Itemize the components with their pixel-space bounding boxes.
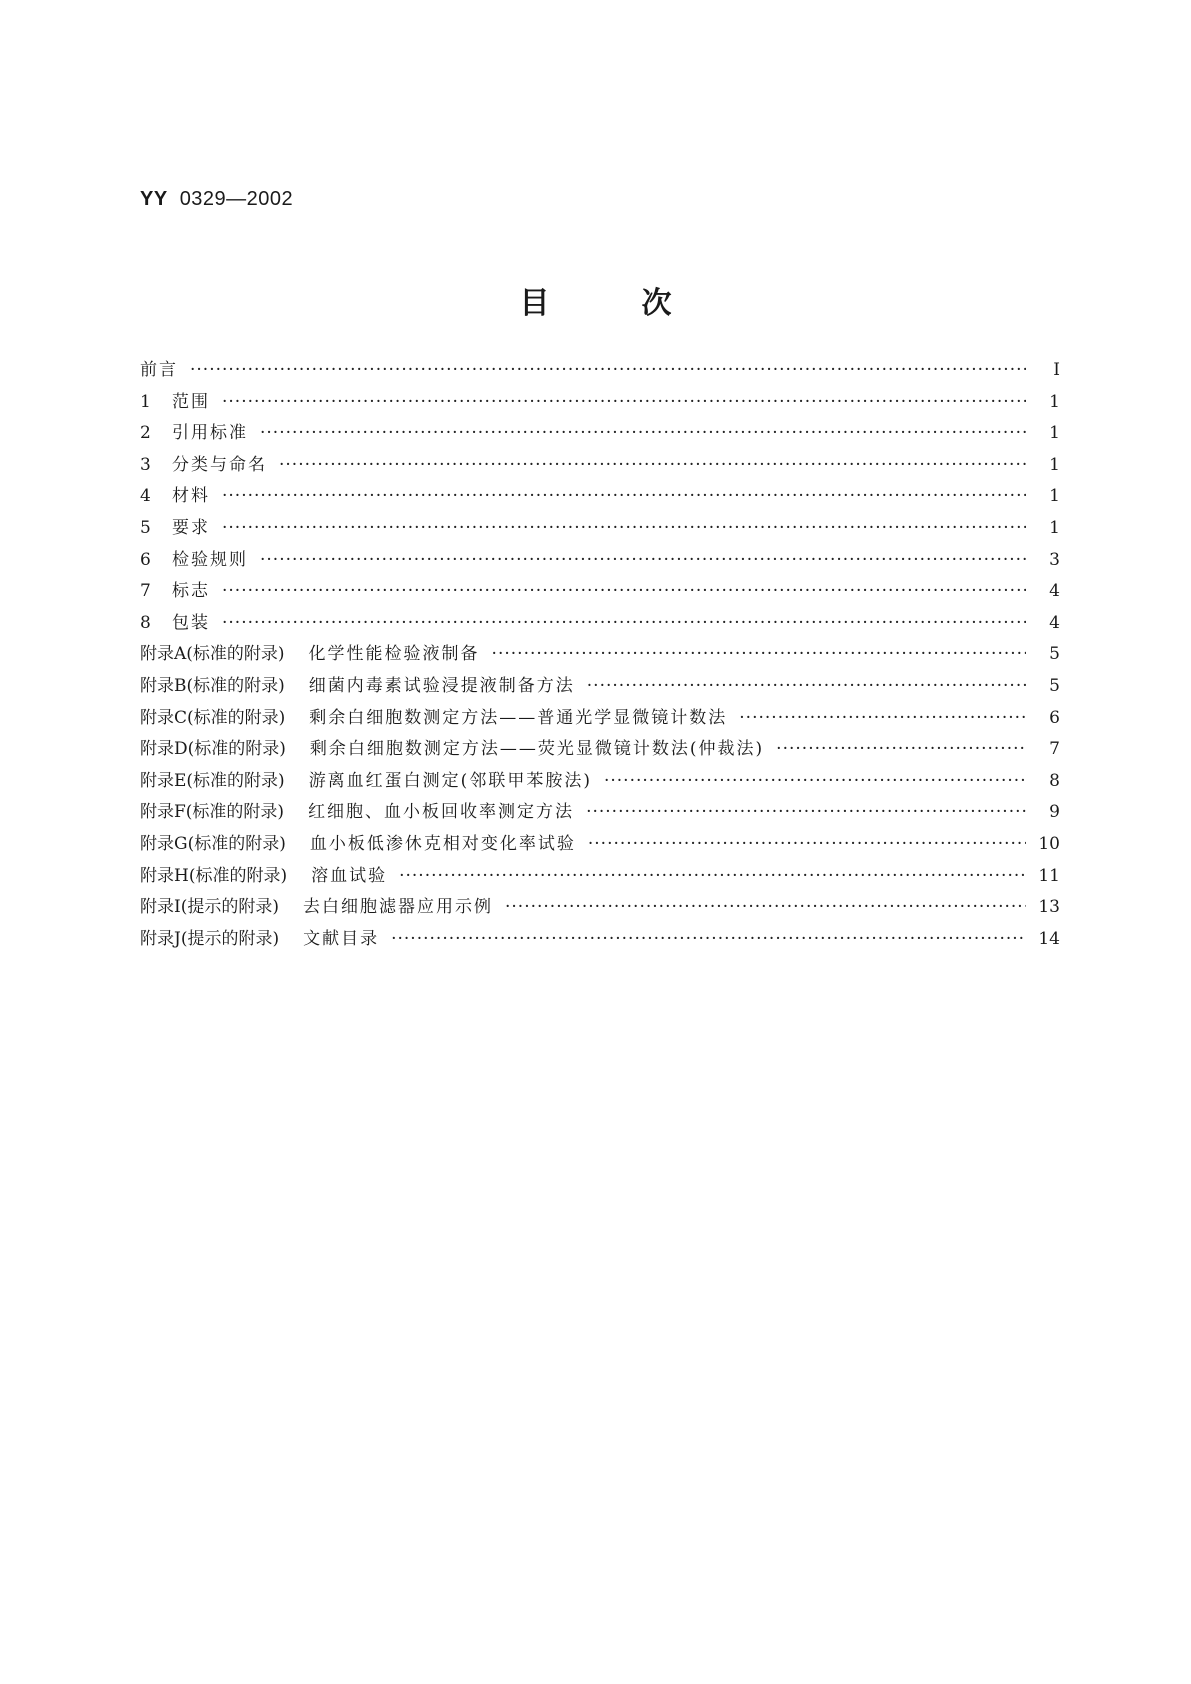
toc-entry-number: 8: [140, 612, 151, 633]
toc-entry-label: 标志: [172, 581, 210, 602]
toc-entry-page-number: 5: [1049, 675, 1060, 696]
dot-leader: [260, 418, 1026, 450]
toc-entry-appendix-prefix: 附录J(提示的附录): [140, 928, 280, 949]
toc-entry[interactable]: [140, 481, 1060, 513]
toc-entry[interactable]: [140, 924, 1060, 956]
toc-entry[interactable]: [140, 639, 1060, 671]
toc-entry-page-number: 5: [1049, 644, 1060, 665]
toc-entry-label: 剩余白细胞数测定方法——普通光学显微镜计数法: [309, 707, 728, 728]
dot-leader: [222, 608, 1026, 640]
toc-entry-label: 去白细胞滤器应用示例: [302, 897, 493, 918]
toc-entry[interactable]: [140, 829, 1060, 861]
toc-entry[interactable]: [140, 355, 1060, 387]
toc-entry[interactable]: [140, 608, 1060, 640]
toc-entry-page-number: Ⅰ: [1053, 360, 1060, 380]
toc-entry-appendix-prefix: 附录C(标准的附录): [140, 707, 286, 728]
toc-entry-number: 3: [140, 454, 151, 475]
toc-entry-label: 检验规则: [172, 549, 248, 570]
toc-entry-label: 溶血试验: [311, 865, 388, 886]
dot-leader: [222, 481, 1026, 513]
toc-entry-label: 要求: [172, 517, 210, 538]
document-code: [140, 188, 293, 211]
toc-entry[interactable]: [140, 734, 1060, 766]
toc-entry-appendix-prefix: 附录I(提示的附录): [140, 897, 279, 918]
toc-entry-label: 前言: [140, 360, 178, 380]
dot-leader: [222, 513, 1026, 545]
dot-leader: [776, 734, 1026, 766]
toc-entry-number: 1: [140, 391, 151, 412]
toc-entry[interactable]: [140, 797, 1060, 829]
dot-leader: [222, 387, 1026, 419]
dot-leader: [222, 576, 1026, 608]
toc-entry-page-number: 1: [1049, 486, 1060, 507]
dot-leader: [505, 892, 1026, 924]
toc-entry-label: 红细胞、血小板回收率测定方法: [308, 802, 575, 823]
toc-entry[interactable]: [140, 892, 1060, 924]
toc-entry[interactable]: [140, 766, 1060, 798]
table-of-contents: [140, 355, 1060, 955]
dot-leader: [391, 924, 1026, 956]
toc-entry-label: 化学性能检验液制备: [308, 644, 480, 665]
toc-entry-number: 4: [140, 486, 151, 507]
dot-leader: [587, 671, 1026, 703]
toc-entry-page-number: 3: [1049, 549, 1060, 570]
toc-entry-label: 范围: [172, 391, 210, 412]
dot-leader: [190, 355, 1026, 387]
toc-entry-number: 2: [140, 423, 151, 444]
dot-leader: [588, 829, 1026, 861]
toc-entry-label: 细菌内毒素试验浸提液制备方法: [308, 675, 575, 696]
dot-leader: [604, 766, 1026, 798]
toc-entry-page-number: 4: [1049, 581, 1060, 602]
toc-entry[interactable]: [140, 671, 1060, 703]
toc-entry-page-number: 8: [1049, 770, 1060, 791]
toc-entry[interactable]: [140, 545, 1060, 577]
toc-entry-page-number: 1: [1049, 391, 1060, 412]
toc-entry-appendix-prefix: 附录G(标准的附录): [140, 833, 286, 854]
standard-prefix: YY: [140, 188, 168, 210]
toc-entry-label: 分类与命名: [172, 454, 267, 475]
toc-entry-page-number: 6: [1049, 707, 1060, 728]
toc-entry-appendix-prefix: 附录D(标准的附录): [140, 739, 286, 760]
toc-entry[interactable]: [140, 861, 1060, 893]
toc-entry-appendix-prefix: 附录F(标准的附录): [140, 802, 285, 823]
toc-entry-number: 6: [140, 549, 151, 570]
toc-entry-number: 7: [140, 581, 151, 602]
toc-entry-page-number: 7: [1049, 739, 1060, 760]
toc-entry-page-number: 14: [1038, 928, 1060, 949]
dot-leader: [492, 639, 1026, 671]
standard-number: 0329—2002: [179, 188, 294, 210]
dot-leader: [260, 545, 1026, 577]
toc-entry[interactable]: [140, 450, 1060, 482]
toc-entry[interactable]: [140, 576, 1060, 608]
toc-entry-page-number: 11: [1038, 865, 1060, 886]
toc-entry-page-number: 13: [1038, 897, 1060, 918]
toc-entry-number: 5: [140, 517, 151, 538]
toc-entry-page-number: 1: [1049, 517, 1060, 538]
toc-entry-label: 材料: [172, 486, 210, 507]
toc-entry-label: 血小板低渗休克相对变化率试验: [309, 833, 576, 854]
toc-entry[interactable]: [140, 387, 1060, 419]
dot-leader: [739, 703, 1026, 735]
dot-leader: [399, 861, 1026, 893]
toc-entry-page-number: 10: [1038, 833, 1060, 854]
toc-entry-appendix-prefix: 附录E(标准的附录): [140, 770, 285, 791]
dot-leader: [586, 797, 1026, 829]
toc-entry-appendix-prefix: 附录A(标准的附录): [140, 644, 285, 665]
toc-entry[interactable]: [140, 418, 1060, 450]
toc-entry-page-number: 4: [1049, 612, 1060, 633]
toc-entry-label: 包装: [172, 612, 210, 633]
toc-entry[interactable]: [140, 703, 1060, 735]
toc-entry-appendix-prefix: 附录H(标准的附录): [140, 865, 288, 886]
dot-leader: [279, 450, 1026, 482]
toc-entry-appendix-prefix: 附录B(标准的附录): [140, 675, 285, 696]
toc-entry-label: 游离血红蛋白测定(邻联甲苯胺法): [308, 770, 592, 791]
toc-entry-label: 文献目录: [303, 928, 380, 949]
toc-entry-page-number: 9: [1049, 802, 1060, 823]
toc-title: 目次: [519, 286, 764, 321]
toc-entry-page-number: 1: [1049, 454, 1060, 475]
toc-entry-label: 引用标准: [172, 423, 248, 444]
toc-entry[interactable]: [140, 513, 1060, 545]
toc-entry-label: 剩余白细胞数测定方法——荧光显微镜计数法(仲裁法): [309, 739, 765, 760]
toc-entry-page-number: 1: [1049, 423, 1060, 444]
